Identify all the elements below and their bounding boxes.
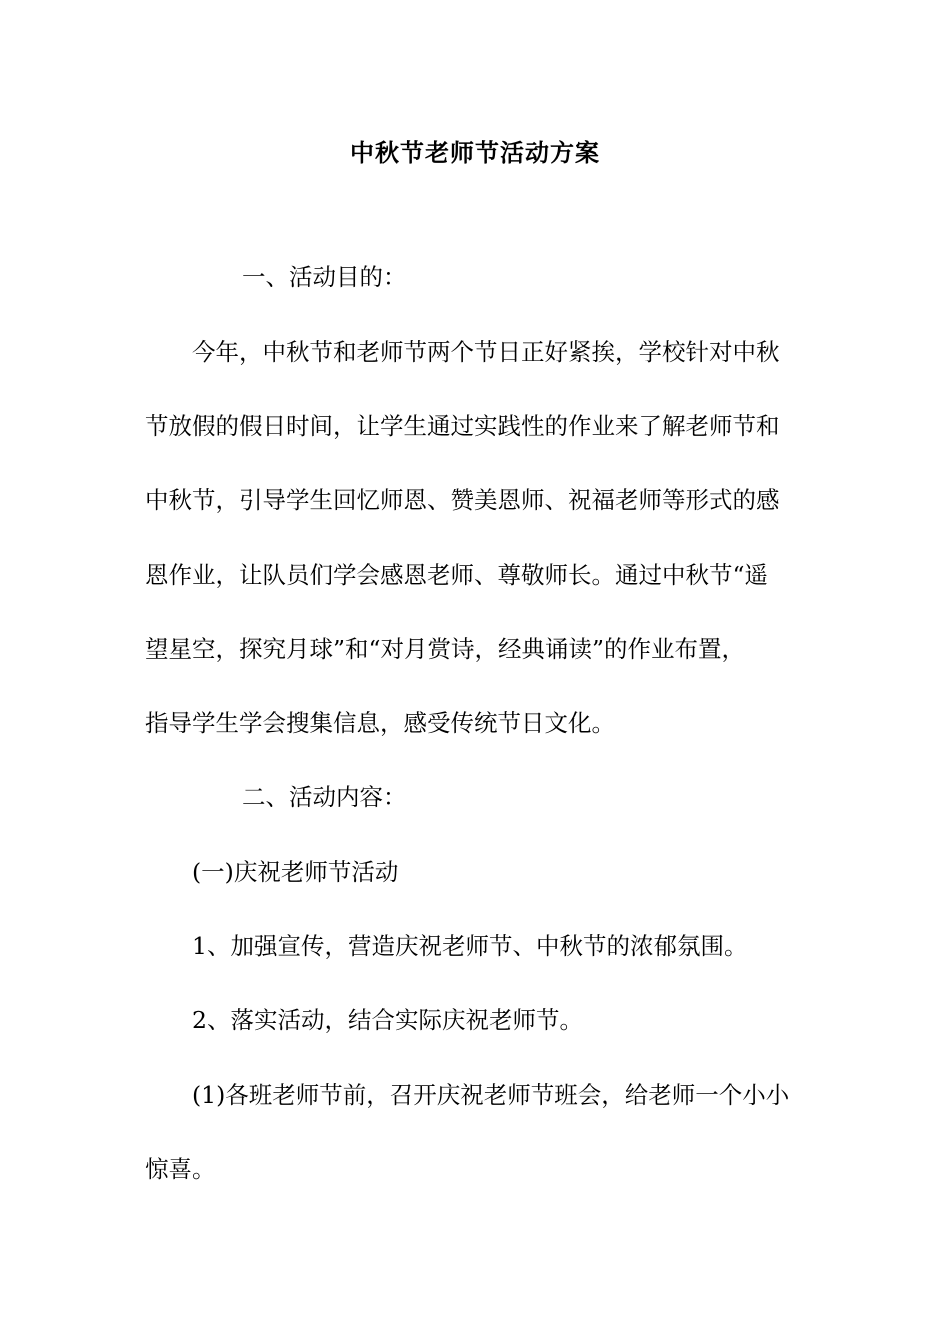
paragraph-line: 恩作业，让队员们学会感恩老师、尊敬师长。通过中秋节“遥 [145, 561, 769, 589]
paragraph-line: 望星空，探究月球”和“对月赏诗，经典诵读”的作业布置， [145, 635, 746, 663]
list-item: 1、加强宣传，营造庆祝老师节、中秋节的浓郁氛围。 [192, 932, 748, 960]
subsection-heading: (一)庆祝老师节活动 [192, 858, 399, 886]
section-heading-purpose: 一、活动目的： [242, 263, 407, 291]
paragraph-line: 中秋节，引导学生回忆师恩、赞美恩师、祝福老师等形式的感 [145, 486, 780, 514]
section-heading-content: 二、活动内容： [242, 783, 407, 811]
paragraph-line: 指导学生学会搜集信息，感受传统节日文化。 [145, 709, 615, 737]
paragraph-line: 惊喜。 [145, 1155, 216, 1183]
paragraph-line: 今年，中秋节和老师节两个节日正好紧挨，学校针对中秋 [192, 338, 780, 366]
list-item: (1)各班老师节前，召开庆祝老师节班会，给老师一个小小 [192, 1081, 790, 1109]
paragraph-line: 节放假的假日时间，让学生通过实践性的作业来了解老师节和 [145, 412, 780, 440]
list-item: 2、落实活动，结合实际庆祝老师节。 [192, 1006, 583, 1034]
document-title: 中秋节老师节活动方案 [350, 138, 600, 167]
